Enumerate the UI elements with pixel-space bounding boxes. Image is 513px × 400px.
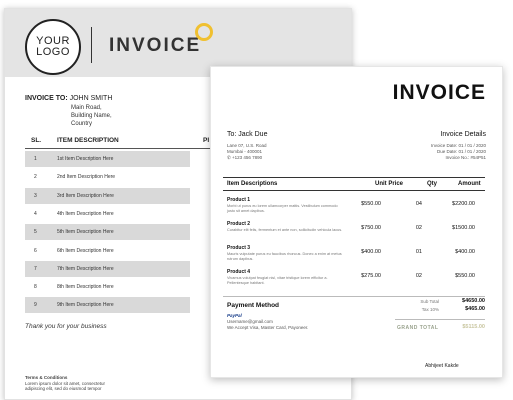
product-name: Product 3 [227, 245, 251, 251]
product-qty: 02 [415, 225, 422, 231]
row-number: 9 [34, 302, 37, 309]
row-description: 3rd Item Description Here [57, 192, 114, 199]
product-row [227, 221, 489, 243]
row-number: 1 [34, 156, 37, 162]
row-description: 8th Item Description Here [57, 284, 114, 291]
product-unit-price: $750.00 [361, 225, 381, 231]
row-number: 4 [34, 210, 37, 217]
logo-line1: YOUR [36, 35, 70, 47]
tax-value: $465.00 [465, 306, 485, 312]
terms-line: adipiscing elit, sed do eiusmod tempor [25, 386, 102, 391]
phone-number: +123 456 7890 [232, 155, 263, 160]
payment-details [227, 313, 308, 331]
table-row [25, 224, 190, 240]
invoice-date: Invoice Date: 01 / 01 / 2020 [430, 143, 486, 148]
product-name: Product 4 [227, 269, 251, 275]
paypal-icon: PayPal [227, 313, 242, 318]
row-number: 8 [34, 284, 37, 291]
product-amount: $2200.00 [452, 201, 475, 207]
payment-accepted: We Accept Visa, Master Card, Payoneer. [227, 325, 309, 330]
front-invoice-page [210, 66, 503, 378]
terms-label: Terms & Conditions [25, 375, 68, 380]
table-header-line [223, 190, 485, 191]
product-amount: $400.00 [455, 249, 475, 255]
table-row [25, 279, 190, 295]
logo-line2: LOGO [36, 46, 70, 58]
row-description: 2nd Item Description Here [57, 174, 116, 181]
row-number: 6 [34, 247, 37, 254]
row-number: 3 [34, 192, 37, 199]
logo [25, 19, 81, 75]
row-description: 1st Item Description Here [57, 156, 114, 162]
table-row [25, 206, 190, 222]
column-header-description: ITEM DESCRIPTION [57, 137, 119, 144]
invoice-details [431, 143, 486, 161]
table-row [25, 169, 190, 185]
product-qty: 04 [415, 201, 422, 207]
bill-to-line: Lane 07, U.S. Road [227, 143, 267, 148]
payment-email: Username@gmail.com [227, 319, 273, 324]
back-invoice-title: INVOICE [109, 35, 202, 56]
row-number: 5 [34, 229, 37, 236]
table-row [25, 243, 190, 259]
product-description: Vivamus volutpat feugiat nisl, vitae tristique lorem efficitur a. Pellentesque habitant. [227, 276, 328, 285]
product-unit-price: $275.00 [361, 273, 381, 279]
address-line: Country [71, 121, 93, 127]
column-header-amount: Amount [458, 181, 481, 187]
row-description: 4th Item Description Here [57, 210, 114, 217]
invoice-to [25, 95, 112, 102]
grand-total-value: $5115.00 [462, 324, 485, 330]
column-header-unit-price: Unit Price [375, 181, 404, 187]
invoice-details-title: Invoice Details [440, 131, 486, 138]
product-description: Mauris vulputate purus eu faucibus rhoncus. Donec a enim at metus rutrum dapibus. [227, 252, 342, 261]
due-date: Due Date: 01 / 01 / 2020 [436, 149, 486, 154]
product-qty: 01 [415, 249, 422, 255]
product-unit-price: $550.00 [361, 201, 381, 207]
subtotal-label: Sub Total [420, 299, 439, 304]
bill-to-line: Mumbai - 400001 [227, 149, 263, 154]
address-line: Building Name, [71, 113, 112, 119]
bill-to-phone: ✆ +123 456 7890 [227, 155, 263, 160]
subtotal-value: $4650.00 [462, 298, 485, 304]
product-name: Product 2 [227, 221, 251, 227]
product-description: Curabitur elit felis, fermentum et ante non, sollicitudin vehicula lacus. [227, 228, 343, 232]
row-description: 7th Item Description Here [57, 265, 114, 272]
row-description: 5th Item Description Here [57, 229, 114, 236]
product-row [227, 197, 489, 219]
bill-to-name: To: Jack Due [227, 131, 268, 138]
product-qty: 02 [415, 273, 422, 279]
totals-divider [395, 319, 485, 320]
row-description: 9th Item Description Here [57, 302, 114, 309]
thank-you-note: Thank you for your business [25, 323, 107, 330]
product-name: Product 1 [227, 197, 251, 203]
row-number: 2 [34, 174, 37, 181]
product-row [227, 245, 489, 267]
column-header-price: PI [203, 137, 210, 144]
address-line: Main Road, [71, 105, 102, 111]
table-row [25, 261, 190, 277]
column-header-qty: Qty [427, 181, 438, 187]
invoice-number: Invoice No.: #54P51 [445, 155, 486, 160]
terms-line: Lorem ipsum dolor sit amet, consectetur [25, 380, 106, 386]
row-number: 7 [34, 265, 37, 272]
product-amount: $1500.00 [452, 225, 475, 231]
product-row [227, 269, 489, 291]
table-row [25, 151, 190, 167]
grand-total-label: GRAND TOTAL [397, 325, 439, 331]
table-bottom-line [223, 296, 485, 297]
signature-name: Abhijeet Kakde [425, 363, 459, 369]
table-row [25, 297, 190, 313]
row-description: 6th Item Description Here [57, 247, 114, 254]
payment-method-label: Payment Method [227, 302, 280, 309]
header-divider [91, 27, 92, 63]
invoice-to-label: INVOICE TO: [25, 95, 68, 102]
decorative-ring-icon [195, 23, 213, 41]
front-invoice-title: INVOICE [392, 81, 486, 104]
terms-block [25, 375, 105, 392]
bill-to-address [227, 143, 267, 161]
client-name: JOHN SMITH [69, 95, 113, 102]
product-amount: $550.00 [455, 273, 475, 279]
table-row [25, 188, 190, 204]
product-unit-price: $400.00 [361, 249, 381, 255]
column-header-sl: SL. [31, 137, 42, 144]
table-top-line [223, 177, 485, 178]
product-description: Morbi ut purus eu lorem ullamcorper mattis. Vestibulum commodo justo sit amet dapibus. [227, 204, 338, 213]
tax-label: Tax 10% [421, 307, 439, 312]
column-header-item: Item Descriptions [227, 181, 278, 187]
